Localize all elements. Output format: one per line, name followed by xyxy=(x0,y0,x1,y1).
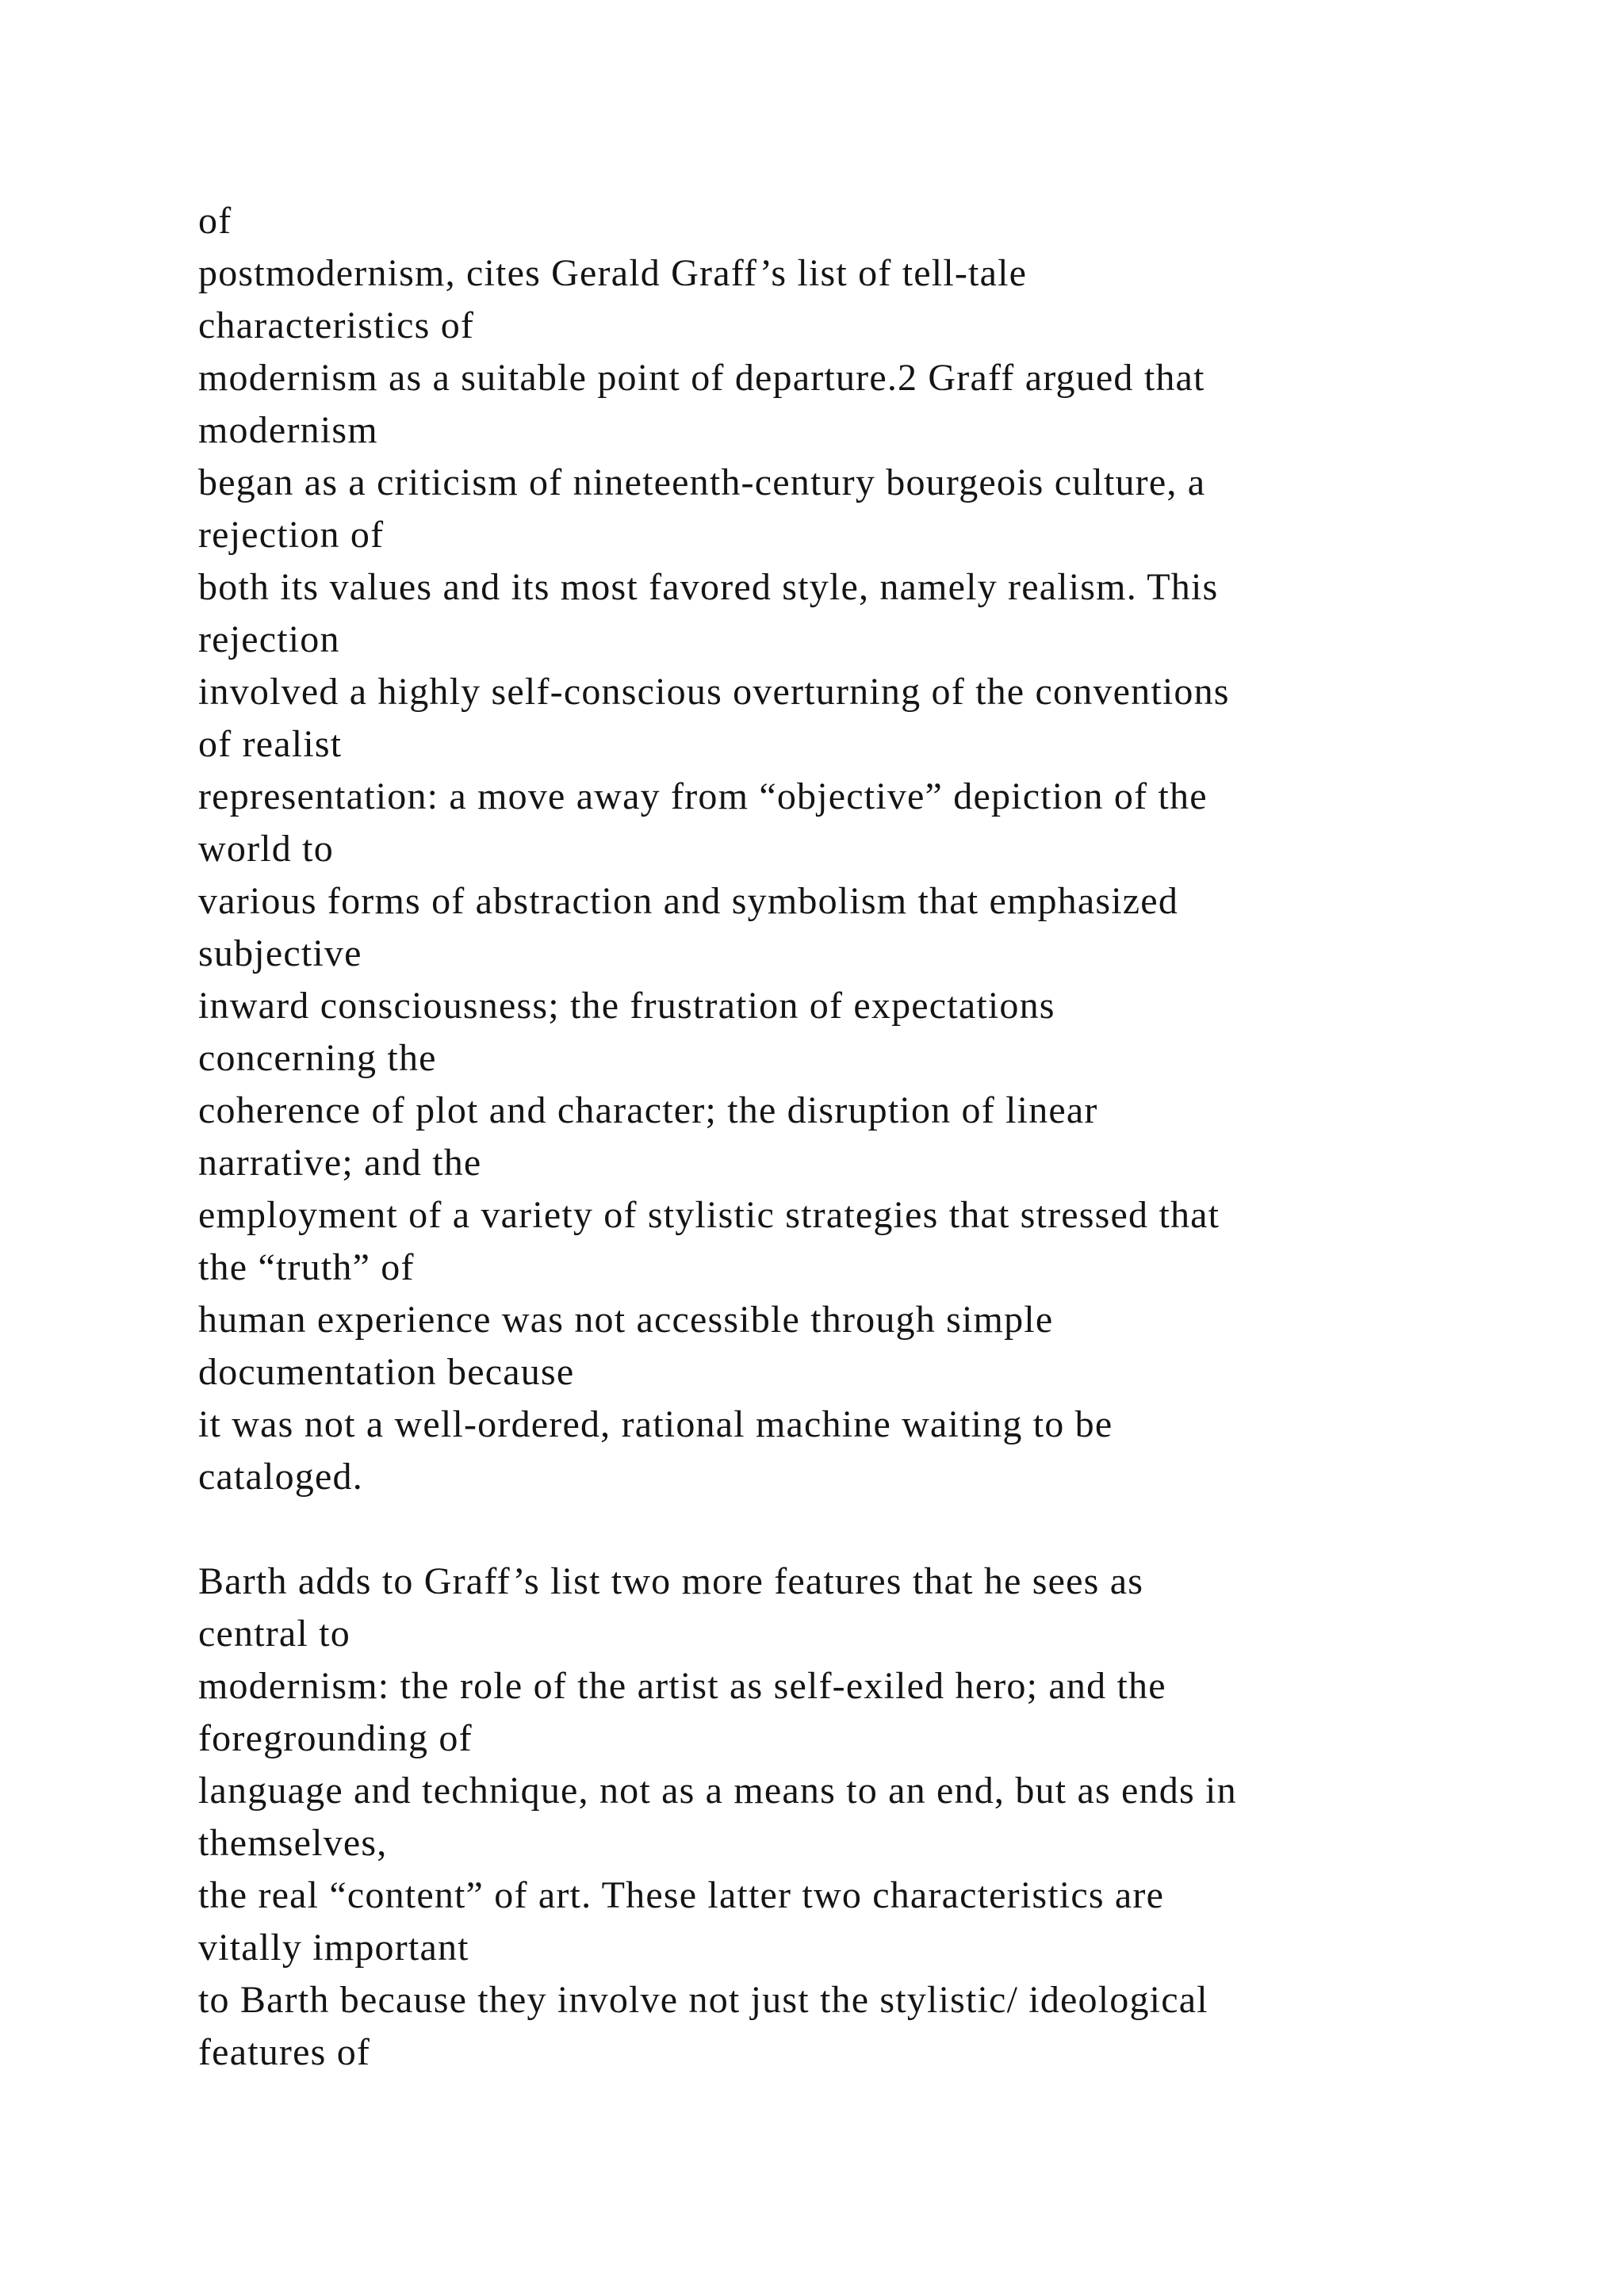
text-line: rejection of xyxy=(198,514,385,556)
text-line: the “truth” of xyxy=(198,1246,415,1288)
text-line: representation: a move away from “objective” depiction of the xyxy=(198,775,1208,817)
text-line: both its values and its most favored style, namely realism. This xyxy=(198,566,1219,608)
text-line: modernism: the role of the artist as self-exiled hero; and the xyxy=(198,1665,1166,1707)
text-line: began as a criticism of nineteenth-century bourgeois culture, a xyxy=(198,461,1206,503)
text-line: world to xyxy=(198,828,334,870)
text-line: of xyxy=(198,200,232,242)
text-line: of realist xyxy=(198,723,343,765)
paragraph-1 xyxy=(198,195,1546,1503)
text-line: employment of a variety of stylistic strategies that stressed that xyxy=(198,1194,1220,1236)
text-line: various forms of abstraction and symbolism that emphasized xyxy=(198,880,1179,922)
body-text xyxy=(198,195,1546,2079)
text-line: narrative; and the xyxy=(198,1142,482,1184)
text-line: coherence of plot and character; the disruption of linear xyxy=(198,1089,1098,1131)
text-line: rejection xyxy=(198,618,340,660)
text-line: vitally important xyxy=(198,1927,469,1969)
text-line: central to xyxy=(198,1613,350,1655)
text-line: it was not a well-ordered, rational machine waiting to be xyxy=(198,1403,1113,1445)
text-line: involved a highly self-conscious overturning of the conventions xyxy=(198,671,1230,713)
text-line: documentation because xyxy=(198,1351,575,1393)
text-line: human experience was not accessible through simple xyxy=(198,1299,1054,1341)
text-line: postmodernism, cites Gerald Graff’s list of tell-tale xyxy=(198,252,1028,294)
text-line: Barth adds to Graff’s list two more features that he sees as xyxy=(198,1560,1144,1602)
text-line: foregrounding of xyxy=(198,1717,473,1759)
text-line: cataloged. xyxy=(198,1456,363,1498)
text-line: subjective xyxy=(198,932,362,974)
text-line: characteristics of xyxy=(198,304,475,346)
text-line: themselves, xyxy=(198,1822,388,1864)
text-line: modernism xyxy=(198,409,378,451)
text-line: language and technique, not as a means to an end, but as ends in xyxy=(198,1770,1237,1812)
text-line: modernism as a suitable point of departure.2 Graff argued that xyxy=(198,357,1205,399)
text-line: concerning the xyxy=(198,1037,437,1079)
text-line: inward consciousness; the frustration of expectations xyxy=(198,985,1055,1027)
text-line: the real “content” of art. These latter two characteristics are xyxy=(198,1874,1165,1916)
text-line: to Barth because they involve not just the stylistic/ ideological xyxy=(198,1979,1208,2021)
text-line: features of xyxy=(198,2031,371,2073)
paragraph-gap xyxy=(198,1503,1546,1556)
paragraph-2 xyxy=(198,1556,1546,2079)
